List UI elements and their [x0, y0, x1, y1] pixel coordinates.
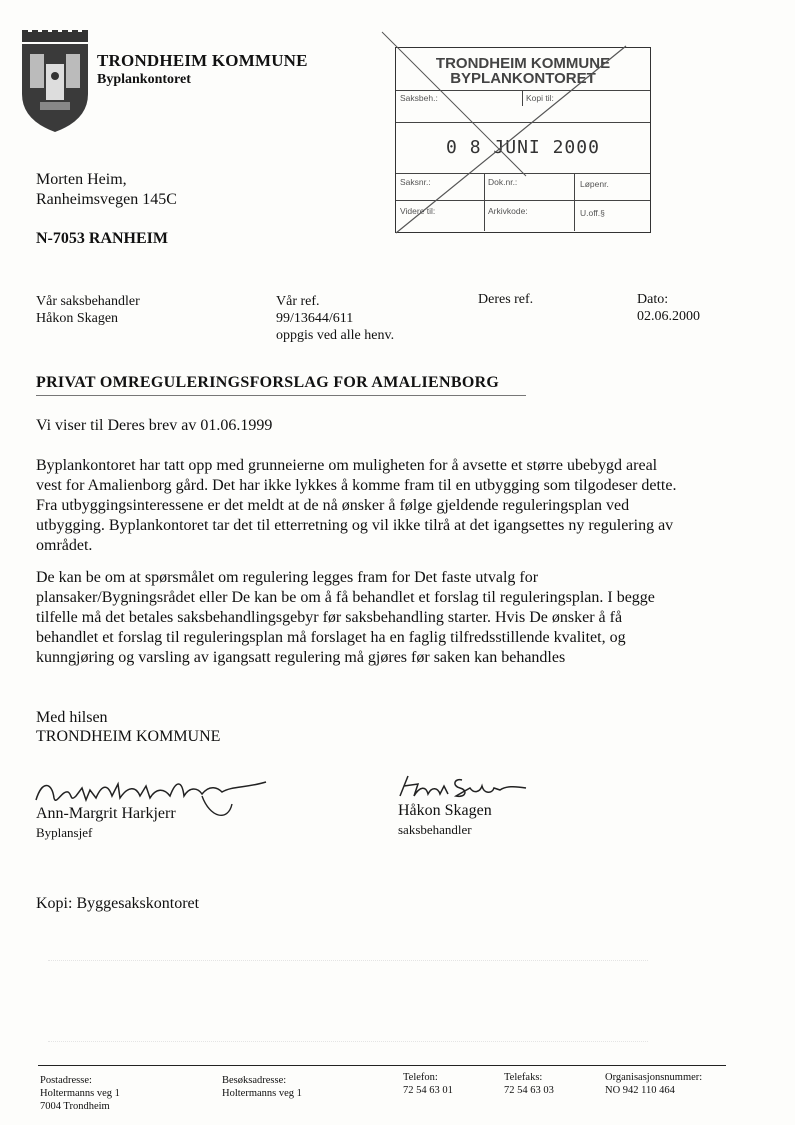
department-name: Byplankontoret [97, 72, 191, 87]
copy-to: Kopi: Byggesakskontoret [36, 895, 200, 912]
footer-fax-label: Telefaks: [504, 1072, 543, 1083]
stamp-strike-lines [376, 28, 676, 258]
footer-divider [38, 1065, 726, 1066]
paragraph-line: Fra utbyggingsinteressene er det meldt at de nå ønsker å følge gjeldende reguleringsplan ved [36, 497, 630, 514]
footer-post [40, 1074, 120, 1113]
stamp-kopi-label: Kopi til: [526, 93, 554, 103]
footer-visit-line1: Holtermanns veg 1 [222, 1088, 302, 1099]
stamp-arkivkode-label: Arkivkode: [488, 206, 528, 216]
footer-fax [504, 1071, 554, 1097]
received-stamp [395, 47, 651, 233]
stamp-date: 0 8 JUNI 2000 [446, 137, 600, 158]
paragraph-line: plansaker/Bygningsrådet eller De kan be om å få behandlet et forslag til reguleringsplan. I begge [36, 589, 655, 606]
paragraph-line: utbygging. Byplankontoret tar det til etterretning og vil ikke tilrå at det igangsettes ny regulering av [36, 517, 674, 534]
stamp-dept: BYPLANKONTORET [450, 70, 596, 87]
footer-visit-label: Besøksadresse: [222, 1075, 287, 1086]
our-ref-note: oppgis ved alle henv. [276, 328, 395, 343]
footer-org-value: NO 942 110 464 [605, 1085, 675, 1096]
stamp-saksnr-label: Saksnr.: [400, 177, 431, 187]
municipal-crest-logo [18, 30, 92, 134]
stamp-doknr-label: Dok.nr.: [488, 177, 518, 187]
handwritten-signature-2 [396, 772, 536, 802]
date-label: Dato: [637, 292, 669, 307]
show-through-artifact [48, 960, 648, 1042]
footer-post-line1: Holtermanns veg 1 [40, 1088, 120, 1099]
footer-phone [403, 1071, 453, 1097]
signer-2-name: Håkon Skagen [398, 802, 492, 819]
stamp-videre-label: Videre til: [400, 206, 436, 216]
date-value: 02.06.2000 [637, 309, 700, 324]
paragraph-line: Byplankontoret har tatt opp med grunneierne om muligheten for å avsette et større ubebygd areal [36, 457, 658, 474]
recipient-postal: N-7053 RANHEIM [36, 230, 168, 247]
closing-org: TRONDHEIM KOMMUNE [36, 728, 221, 745]
footer-phone-value: 72 54 63 01 [403, 1085, 453, 1096]
paragraph-line: kunngjøring og varsling av igangsatt regulering må gjøres før saken kan behandles [36, 649, 566, 666]
our-ref-value: 99/13644/611 [276, 311, 354, 326]
our-ref-label: Vår ref. [276, 294, 320, 309]
paragraph-2 [36, 568, 766, 668]
your-ref-label: Deres ref. [478, 292, 534, 307]
closing-greeting: Med hilsen [36, 709, 108, 726]
paragraph-line: behandlet et forslag til reguleringsplan må forslaget ha en faglig tilfredsstillende kvalitet, og [36, 629, 626, 646]
paragraph-line: tilfelle må det betales saksbehandlingsgebyr før saksbehandling starter. Hvis De ønsker å få [36, 609, 623, 626]
handler-name: Håkon Skagen [36, 311, 119, 326]
organization-name: TRONDHEIM KOMMUNE [97, 51, 308, 70]
footer-post-line2: 7004 Trondheim [40, 1101, 110, 1112]
footer-org-label: Organisasjonsnummer: [605, 1072, 703, 1083]
handler-label: Vår saksbehandler [36, 294, 140, 309]
paragraph-line: vest for Amalienborg gård. Det har ikke lykkes å komme fram til en utbygging som tilgodeser dette. [36, 477, 677, 494]
paragraph-1 [36, 456, 766, 556]
intro-line: Vi viser til Deres brev av 01.06.1999 [36, 417, 273, 434]
stamp-lopenr-label: Løpenr. [580, 179, 609, 189]
signer-2-title: saksbehandler [398, 822, 472, 837]
stamp-uoff-label: U.off.§ [580, 208, 605, 218]
stamp-saksbeh-label: Saksbeh.: [400, 93, 438, 103]
signer-1-name: Ann-Margrit Harkjerr [36, 805, 176, 822]
footer-visit [222, 1074, 302, 1100]
footer-org [605, 1071, 702, 1097]
paragraph-line: De kan be om at spørsmålet om regulering legges fram for Det faste utvalg for [36, 569, 539, 586]
signer-1-title: Byplansjef [36, 825, 93, 840]
footer-fax-value: 72 54 63 03 [504, 1085, 554, 1096]
stamp-org: TRONDHEIM KOMMUNE [435, 55, 611, 72]
recipient-name: Morten Heim, [36, 171, 127, 188]
paragraph-line: området. [36, 537, 93, 554]
footer-phone-label: Telefon: [403, 1072, 438, 1083]
recipient-street: Ranheimsvegen 145C [36, 191, 177, 208]
footer-post-label: Postadresse: [40, 1075, 92, 1086]
letter-subject: PRIVAT OMREGULERINGSFORSLAG FOR AMALIENBORG [36, 374, 500, 391]
subject-underline [36, 395, 526, 396]
